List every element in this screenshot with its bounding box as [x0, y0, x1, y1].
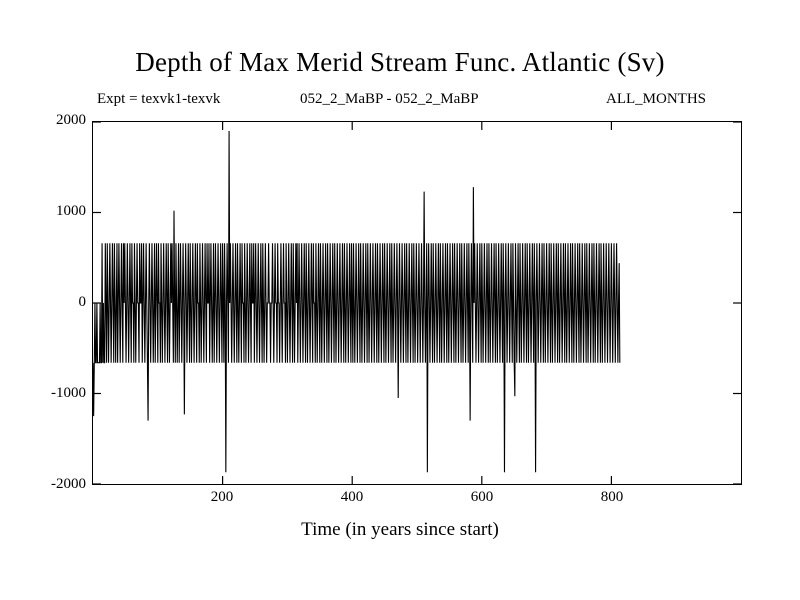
y-tick-label: -1000 — [51, 385, 86, 401]
y-tick-label: -2000 — [51, 476, 86, 492]
x-axis-label: Time (in years since start) — [301, 519, 499, 540]
y-axis-tick-labels — [22, 112, 86, 492]
subtitle-run-comparison: 052_2_MaBP - 052_2_MaBP — [300, 91, 479, 107]
plot-svg — [93, 122, 741, 484]
subtitle-months: ALL_MONTHS — [606, 91, 706, 107]
y-tick-label: 2000 — [56, 112, 86, 128]
chart-title: Depth of Max Merid Stream Func. Atlantic (Sv) — [135, 47, 665, 77]
subtitle-experiment: Expt = texvk1-texvk — [97, 91, 221, 107]
x-tick-label: 400 — [340, 489, 364, 505]
x-axis-tick-labels — [92, 489, 742, 513]
plot-area — [92, 121, 742, 485]
y-tick-label: 1000 — [56, 203, 86, 219]
x-tick-label: 600 — [470, 489, 494, 505]
series-line-group — [93, 131, 620, 472]
x-tick-label: 800 — [600, 489, 624, 505]
x-tick-label: 200 — [210, 489, 234, 505]
y-tick-label: 0 — [78, 294, 86, 310]
